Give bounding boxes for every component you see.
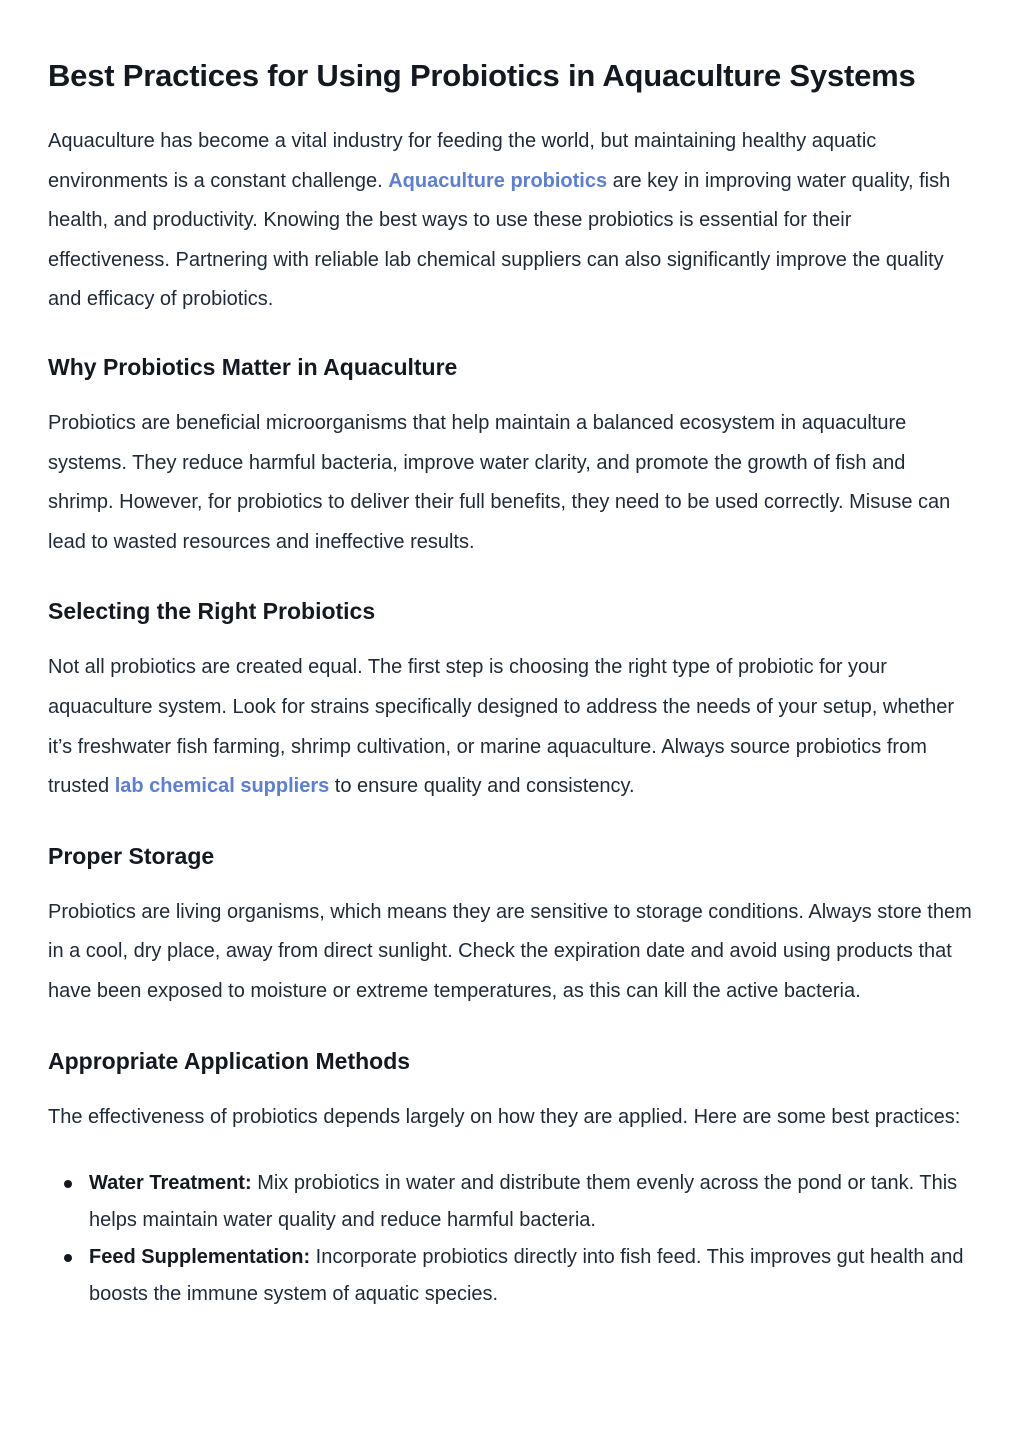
intro-text-before-link: Aquaculture has become a vital industry for feeding the world, but maintaining healthy aquatic environments is a constant challenge.	[48, 130, 877, 192]
practice-text: Incorporate probiotics directly into fish feed. This improves gut health and boosts the immune system of aquatic species.	[89, 1246, 964, 1306]
aquaculture-probiotics-link[interactable]: Aquaculture probiotics	[388, 169, 608, 192]
practice-label: Water Treatment:	[89, 1172, 252, 1195]
page-title: Best Practices for Using Probiotics in Aquaculture Systems	[48, 58, 916, 93]
section-text-application: The effectiveness of probiotics depends largely on how they are applied. Here are some best practices:	[48, 1105, 961, 1128]
list-item	[48, 1239, 976, 1313]
practice-label: Feed Supplementation:	[89, 1246, 311, 1269]
section-heading-selecting: Selecting the Right Probiotics	[48, 598, 376, 625]
section-heading-storage: Proper Storage	[48, 842, 215, 869]
section-heading-why-probiotics: Why Probiotics Matter in Aquaculture	[48, 353, 458, 380]
section-text-storage: Probiotics are living organisms, which means they are sensitive to storage conditions. Always store them in a cool, dry place, away from direct sunlight. Check the expiration date and avoid using products that have been exposed to moisture or extreme temperatures, as this can kill the active bacteria.	[48, 900, 972, 1002]
intro-text-after-link: are key in improving water quality, fish health, and productivity. Knowing the best ways to use these probiotics is essential for their effectiveness. Partnering with reliable lab chemical suppliers can also significantly improve the quality and efficacy of probiotics.	[48, 169, 951, 311]
practices-list	[48, 1165, 976, 1313]
section-heading-application: Appropriate Application Methods	[48, 1047, 411, 1074]
section-text-why-probiotics: Probiotics are beneficial microorganisms that help maintain a balanced ecosystem in aquaculture systems. They reduce harmful bacteria, improve water clarity, and promote the growth of fish and shrimp. However, for probiotics to deliver their full benefits, they need to be used correctly. Misuse can lead to wasted resources and ineffective results.	[48, 411, 951, 553]
selecting-text-after-link: to ensure quality and consistency.	[329, 775, 635, 798]
bullet-icon	[64, 1254, 72, 1262]
selecting-text-before-link: Not all probiotics are created equal. The first step is choosing the right type of probiotic for your aquaculture system. Look for strains specifically designed to address the needs of your setup, whether it’s freshwater fish farming, shrimp cultivation, or marine aquaculture. Always source probiotics from trusted	[48, 656, 955, 798]
section-text-selecting	[48, 648, 976, 806]
lab-chemical-suppliers-link[interactable]: lab chemical suppliers	[114, 775, 330, 798]
bullet-icon	[64, 1180, 72, 1188]
intro-paragraph	[48, 122, 976, 320]
list-item	[48, 1165, 976, 1239]
practice-text: Mix probiotics in water and distribute them evenly across the pond or tank. This helps maintain water quality and reduce harmful bacteria.	[89, 1172, 958, 1232]
